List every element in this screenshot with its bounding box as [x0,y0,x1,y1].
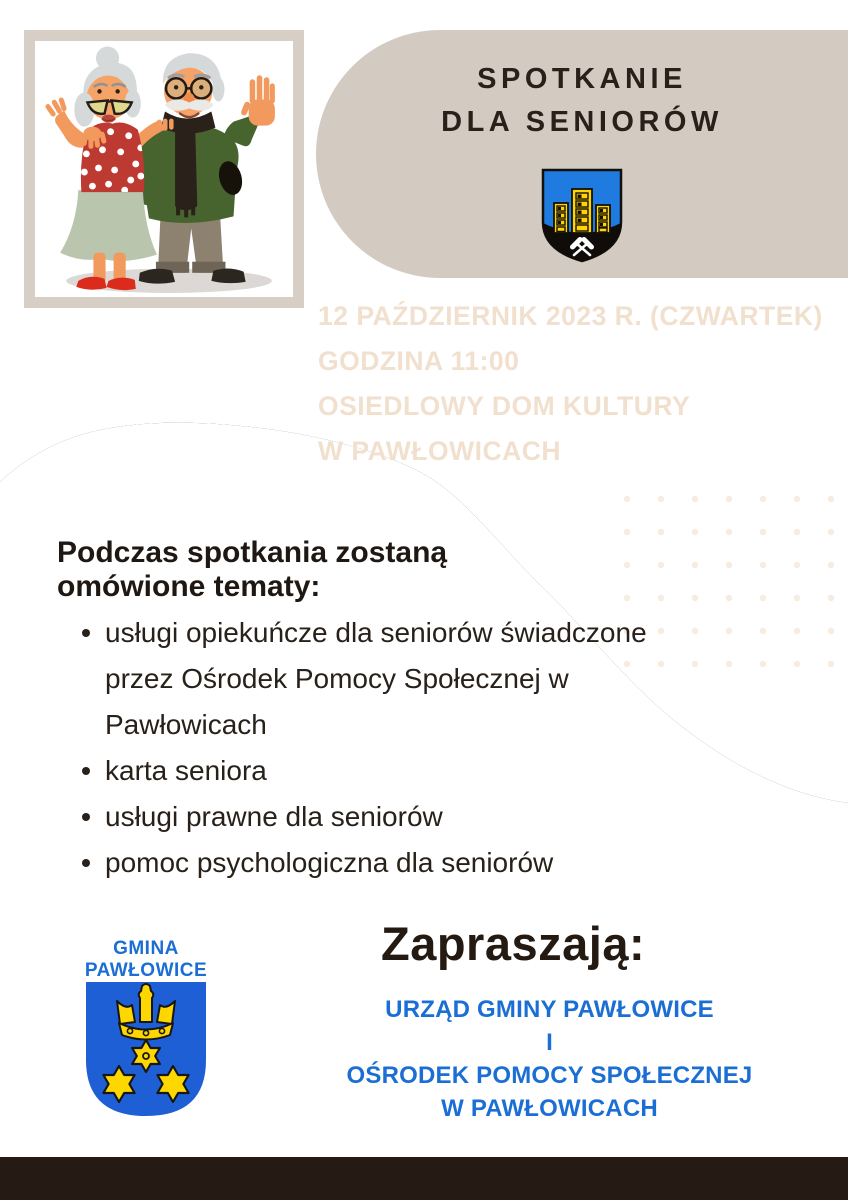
topic-item: usługi opiekuńcze dla seniorów świadczone przez Ośrodek Pomocy Społecznej w Pawłowicach [60,610,652,748]
poster-title-line2: DLA SENIORÓW [441,106,723,138]
gmina-coat-of-arms-icon [82,980,210,1118]
gmina-label-line1: GMINA [113,938,179,959]
photo-inner [35,41,293,297]
event-time: GODZINA 11:00 [318,346,520,376]
event-venue: OSIEDLOWY DOM KULTURY [318,391,691,421]
man-figure [135,53,275,284]
topics-heading: Podczas spotkania zostaną omówione tematy: [57,536,448,603]
event-date: 12 PAŹDZIERNIK 2023 R. (CZWARTEK) [318,301,823,331]
estate-coat-of-arms-icon [540,167,624,264]
gmina-label [56,938,236,982]
elderly-couple-illustration [35,41,293,297]
invite-heading: Zapraszają: [381,917,646,970]
topic-item: karta seniora [60,748,652,794]
event-details [318,294,848,474]
organizer-city: W PAWŁOWICACH [441,1095,658,1122]
event-city: W PAWŁOWICACH [318,436,561,466]
topics-items [60,610,652,886]
poster-title [316,58,848,144]
topics-list [60,610,652,886]
topic-item: pomoc psychologiczna dla seniorów [60,840,652,886]
poster-title-line1: SPOTKANIE [477,63,687,95]
photo-frame [24,30,304,308]
organizer-and: I [546,1029,553,1056]
organizer-1: URZĄD GMINY PAWŁOWICE [385,996,714,1023]
topic-item: usługi prawne dla seniorów [60,794,652,840]
invite-organizers [327,993,772,1125]
title-panel [316,30,848,278]
gmina-label-line2: PAWŁOWICE [84,960,208,981]
organizer-2: OŚRODEK POMOCY SPOŁECZNEJ [346,1062,753,1089]
